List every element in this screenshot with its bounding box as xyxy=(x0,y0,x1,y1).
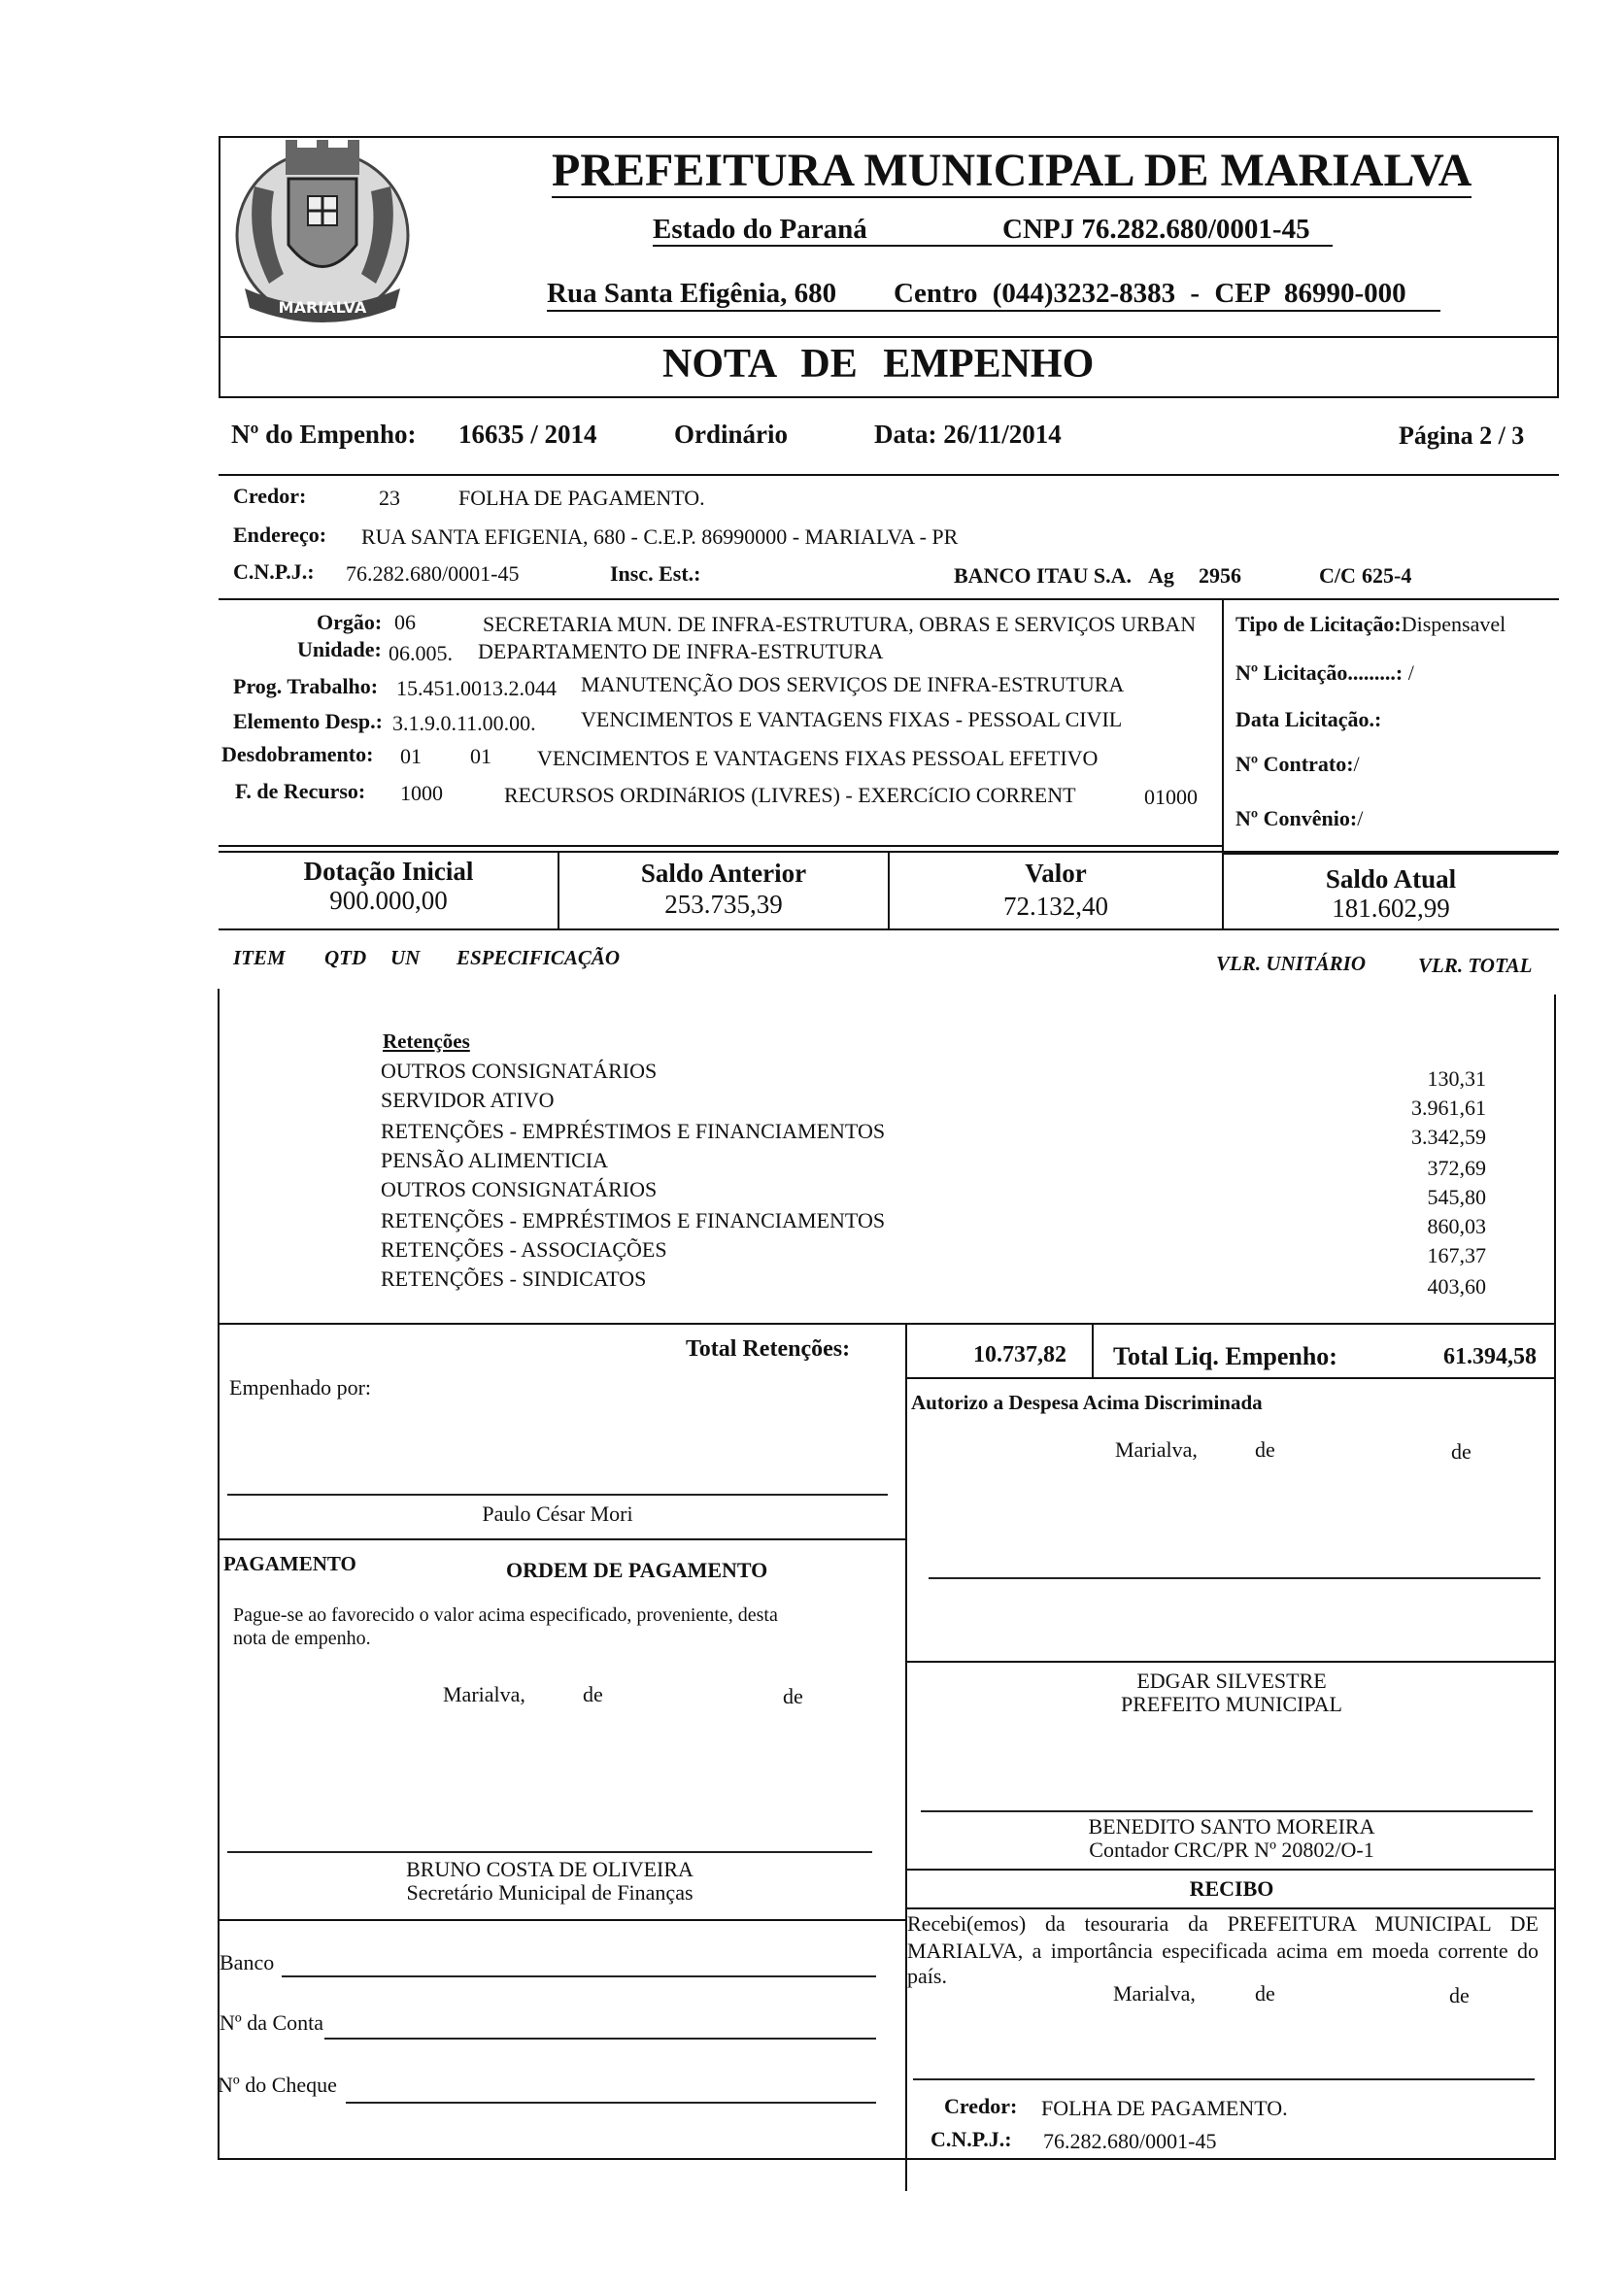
retencao-desc-3: RETENÇÕES - EMPRÉSTIMOS E FINANCIAMENTOS xyxy=(381,1119,886,1143)
form-bottom xyxy=(218,2158,1556,2160)
bank-cc-label: C/C xyxy=(1319,563,1356,588)
recibo-title-bottom xyxy=(905,1907,1556,1909)
header-cnpj: CNPJ 76.282.680/0001-45 xyxy=(1002,214,1310,245)
prog-desc: MANUTENÇÃO DOS SERVIÇOS DE INFRA-ESTRUTURA xyxy=(581,672,1125,696)
empenho-number: 16635 / 2014 xyxy=(458,420,597,449)
saldo-valor-value: 72.132,40 xyxy=(1003,892,1108,921)
retencao-value-2: 3.961,61 xyxy=(1411,1096,1486,1120)
recibo-signature-line xyxy=(913,2078,1535,2080)
insc-est-label: Insc. Est.: xyxy=(610,561,701,586)
retencao-desc-5: OUTROS CONSIGNATÁRIOS xyxy=(381,1177,658,1201)
pagamento-text-2: nota de empenho. xyxy=(233,1628,371,1649)
fonte-extra: 01000 xyxy=(1144,785,1198,809)
cheque-field-line[interactable] xyxy=(346,2102,876,2104)
svg-text:MARIALVA: MARIALVA xyxy=(278,298,367,317)
tipo-licitacao-label: Tipo de Licitação: xyxy=(1235,612,1402,636)
empenhado-bottom xyxy=(218,1538,905,1540)
contador-signature-line xyxy=(921,1810,1533,1812)
header-title: PREFEITURA MUNICIPAL DE MARIALVA xyxy=(552,145,1472,196)
tipo-licitacao xyxy=(1235,612,1506,637)
bank-ag-value: 2956 xyxy=(1199,563,1241,588)
bank-name: BANCO ITAU S.A. xyxy=(954,563,1132,588)
elemento-label: Elemento Desp.: xyxy=(233,709,383,733)
cheque-label: Nº do Cheque xyxy=(218,2073,337,2097)
tipo-licitacao-value: Dispensavel xyxy=(1401,612,1506,636)
elemento-code: 3.1.9.0.11.00.00. xyxy=(392,711,536,735)
recibo-line-2: MARIALVA, a importância especificada acima em moeda corrente do xyxy=(907,1939,1539,1963)
credor-label: Credor: xyxy=(233,484,307,508)
address-value: RUA SANTA EFIGENIA, 680 - C.E.P. 86990000 - MARIALVA - PR xyxy=(361,524,959,549)
retencao-desc-7: RETENÇÕES - ASSOCIAÇÕES xyxy=(381,1237,667,1262)
header-state-underline xyxy=(653,245,1333,247)
desdobramento-b: 01 xyxy=(470,744,491,768)
contador-role: Contador CRC/PR Nº 20802/O-1 xyxy=(1089,1838,1374,1862)
items-col-espec: ESPECIFICAÇÃO xyxy=(457,946,621,969)
document-title: NOTA DE EMPENHO xyxy=(662,342,1095,387)
retencao-desc-6: RETENÇÕES - EMPRÉSTIMOS E FINANCIAMENTOS xyxy=(381,1208,886,1232)
items-left-border xyxy=(218,989,220,2158)
empenhado-label: Empenhado por: xyxy=(229,1375,372,1400)
empenhado-name: Paulo César Mori xyxy=(482,1501,633,1526)
total-liq-value: 61.394,58 xyxy=(1443,1344,1537,1369)
recibo-top xyxy=(905,1869,1556,1871)
num-licitacao-value: / xyxy=(1407,660,1414,685)
retencao-desc-8: RETENÇÕES - SINDICATOS xyxy=(381,1266,647,1291)
dotacao-divider xyxy=(1222,598,1224,853)
fonte-label: F. de Recurso: xyxy=(235,779,366,803)
saldo-atual-label: Saldo Atual xyxy=(1325,864,1457,894)
pagamento-de-1: de xyxy=(583,1682,603,1706)
retencao-value-6: 860,03 xyxy=(1427,1214,1486,1238)
items-col-vlr-unit: VLR. UNITÁRIO xyxy=(1216,952,1367,975)
autorizo-label: Autorizo a Despesa Acima Discriminada xyxy=(911,1391,1263,1414)
retencao-value-4: 372,69 xyxy=(1427,1156,1486,1180)
orgao-code: 06 xyxy=(394,610,416,634)
header-address: Centro (044)3232-8383 - CEP 86990-000 xyxy=(894,278,1406,309)
convenio-value: / xyxy=(1357,806,1364,830)
convenio xyxy=(1235,806,1363,831)
num-licitacao-label: Nº Licitação.........: xyxy=(1235,660,1404,685)
banco-label: Banco xyxy=(220,1950,275,1974)
pagamento-label: PAGAMENTO xyxy=(223,1552,356,1575)
unidade-desc: DEPARTAMENTO DE INFRA-ESTRUTURA xyxy=(478,639,884,663)
header-street: Rua Santa Efigênia, 680 xyxy=(547,278,837,309)
elemento-desc: VENCIMENTOS E VANTAGENS FIXAS - PESSOAL CIVIL xyxy=(581,707,1123,731)
prefeito-top xyxy=(905,1661,1556,1663)
recibo-cnpj-value: 76.282.680/0001-45 xyxy=(1043,2129,1217,2153)
items-col-item: ITEM xyxy=(233,946,286,969)
unidade-code: 06.005. xyxy=(389,641,453,665)
num-licitacao xyxy=(1235,660,1414,686)
total-retencoes-label: Total Retenções: xyxy=(686,1336,851,1362)
total-retencoes-value: 10.737,82 xyxy=(973,1342,1066,1367)
retencao-value-3: 3.342,59 xyxy=(1411,1125,1486,1149)
prefeito-name: EDGAR SILVESTRE xyxy=(1136,1669,1327,1693)
items-col-un: UN xyxy=(390,946,421,969)
saldo-anterior-label: Saldo Anterior xyxy=(640,859,807,888)
retencao-desc-4: PENSÃO ALIMENTICIA xyxy=(381,1148,609,1172)
totals-top xyxy=(218,1323,1556,1325)
secretario-role: Secretário Municipal de Finanças xyxy=(406,1880,694,1905)
prog-code: 15.451.0013.2.044 xyxy=(396,676,557,700)
secretario-name: BRUNO COSTA DE OLIVEIRA xyxy=(406,1857,694,1881)
dotacao-bottom xyxy=(219,845,1223,847)
items-col-vlr-total: VLR. TOTAL xyxy=(1418,954,1533,977)
credor-divider xyxy=(219,598,1559,600)
fonte-code: 1000 xyxy=(400,781,443,805)
address-label: Endereço: xyxy=(233,523,327,547)
orgao-label: Orgão: xyxy=(317,610,383,634)
header-address-underline xyxy=(547,310,1440,312)
recibo-credor-label: Credor: xyxy=(944,2094,1018,2118)
header-divider xyxy=(219,336,1559,338)
bank-ag-label: Ag xyxy=(1148,563,1174,588)
contrato-value: / xyxy=(1353,752,1360,776)
pagamento-place: Marialva, xyxy=(443,1682,525,1706)
ordem-pagamento-label: ORDEM DE PAGAMENTO xyxy=(506,1558,768,1582)
cnpj-label: C.N.P.J.: xyxy=(233,559,315,584)
saldo-atual-value: 181.602,99 xyxy=(1332,894,1450,923)
recibo-line-1: Recebi(emos) da tesouraria da PREFEITURA MUNICIPAL DE xyxy=(907,1911,1539,1936)
saldo-dotacao-label: Dotação Inicial xyxy=(303,857,474,886)
credor-name: FOLHA DE PAGAMENTO. xyxy=(458,486,705,510)
empenho-date: Data: 26/11/2014 xyxy=(874,420,1062,449)
coat-of-arms-seal xyxy=(225,128,420,332)
items-right-border xyxy=(1554,995,1556,2160)
retencao-value-5: 545,80 xyxy=(1427,1185,1486,1209)
recibo-de-1: de xyxy=(1255,1981,1275,2006)
retencao-desc-1: OUTROS CONSIGNATÁRIOS xyxy=(381,1059,658,1083)
desdobramento-label: Desdobramento: xyxy=(221,742,374,766)
saldo-dotacao-value: 900.000,00 xyxy=(329,886,448,915)
contrato xyxy=(1235,752,1360,777)
pagamento-text-1: Pague-se ao favorecido o valor acima especificado, proveniente, desta xyxy=(233,1604,778,1626)
empenhado-signature-line xyxy=(227,1494,888,1496)
orgao-desc: SECRETARIA MUN. DE INFRA-ESTRUTURA, OBRAS E SERVIÇOS URBAN xyxy=(483,612,1197,636)
retencao-value-1: 130,31 xyxy=(1427,1066,1486,1091)
saldo-valor-label: Valor xyxy=(1025,859,1087,888)
recibo-line-3: país. xyxy=(907,1964,947,1988)
recibo-cnpj-label: C.N.P.J.: xyxy=(930,2127,1012,2151)
saldo-anterior-value: 253.735,39 xyxy=(664,890,783,919)
recibo-title: RECIBO xyxy=(1189,1876,1274,1901)
unidade-label: Unidade: xyxy=(297,637,382,661)
autorizo-place: Marialva, xyxy=(1115,1437,1198,1462)
pagamento-de-2: de xyxy=(783,1684,803,1708)
desdobramento-desc: VENCIMENTOS E VANTAGENS FIXAS PESSOAL EFETIVO xyxy=(537,746,1099,770)
autorizo-de-1: de xyxy=(1255,1437,1275,1462)
prog-label: Prog. Trabalho: xyxy=(233,674,379,698)
credor-code: 23 xyxy=(379,486,400,510)
autorizo-de-2: de xyxy=(1451,1439,1472,1464)
recibo-credor-value: FOLHA DE PAGAMENTO. xyxy=(1041,2096,1288,2120)
empenho-divider xyxy=(219,474,1559,476)
prefeito-role: PREFEITO MUNICIPAL xyxy=(1121,1692,1342,1716)
contrato-label: Nº Contrato: xyxy=(1235,752,1354,776)
desdobramento-a: 01 xyxy=(400,744,422,768)
retencao-value-7: 167,37 xyxy=(1427,1243,1486,1267)
secretario-bottom xyxy=(218,1919,905,1921)
bank-cc-value: 625-4 xyxy=(1362,563,1412,588)
empenho-label: Nº do Empenho: xyxy=(231,420,417,449)
secretario-signature-line xyxy=(227,1851,872,1853)
autorizo-signature-line xyxy=(929,1577,1540,1579)
conta-field-line[interactable] xyxy=(324,2038,876,2040)
total-liq-label: Total Liq. Empenho: xyxy=(1113,1342,1337,1370)
fonte-desc: RECURSOS ORDINáRIOS (LIVRES) - EXERCíCIO CORRENT xyxy=(504,783,1076,807)
recibo-place: Marialva, xyxy=(1113,1981,1196,2006)
totals-div-2 xyxy=(1092,1323,1094,1377)
retencao-value-8: 403,60 xyxy=(1427,1274,1486,1299)
banco-field-line[interactable] xyxy=(282,1975,876,1977)
conta-label: Nº da Conta xyxy=(220,2010,324,2035)
totals-bottom xyxy=(905,1377,1556,1379)
empenho-page: Página 2 / 3 xyxy=(1399,422,1525,450)
retencoes-title: Retenções xyxy=(383,1029,470,1053)
recibo-de-2: de xyxy=(1449,1983,1470,2007)
convenio-label: Nº Convênio: xyxy=(1235,806,1358,830)
header-state: Estado do Paraná xyxy=(653,214,867,245)
totals-div-1 xyxy=(905,1323,907,2191)
items-col-qtd: QTD xyxy=(324,946,367,969)
contador-name: BENEDITO SANTO MOREIRA xyxy=(1088,1814,1375,1839)
empenho-type: Ordinário xyxy=(674,420,789,449)
data-licitacao-label: Data Licitação.: xyxy=(1235,707,1382,731)
retencao-desc-2: SERVIDOR ATIVO xyxy=(381,1088,555,1112)
cnpj-value: 76.282.680/0001-45 xyxy=(346,561,520,586)
